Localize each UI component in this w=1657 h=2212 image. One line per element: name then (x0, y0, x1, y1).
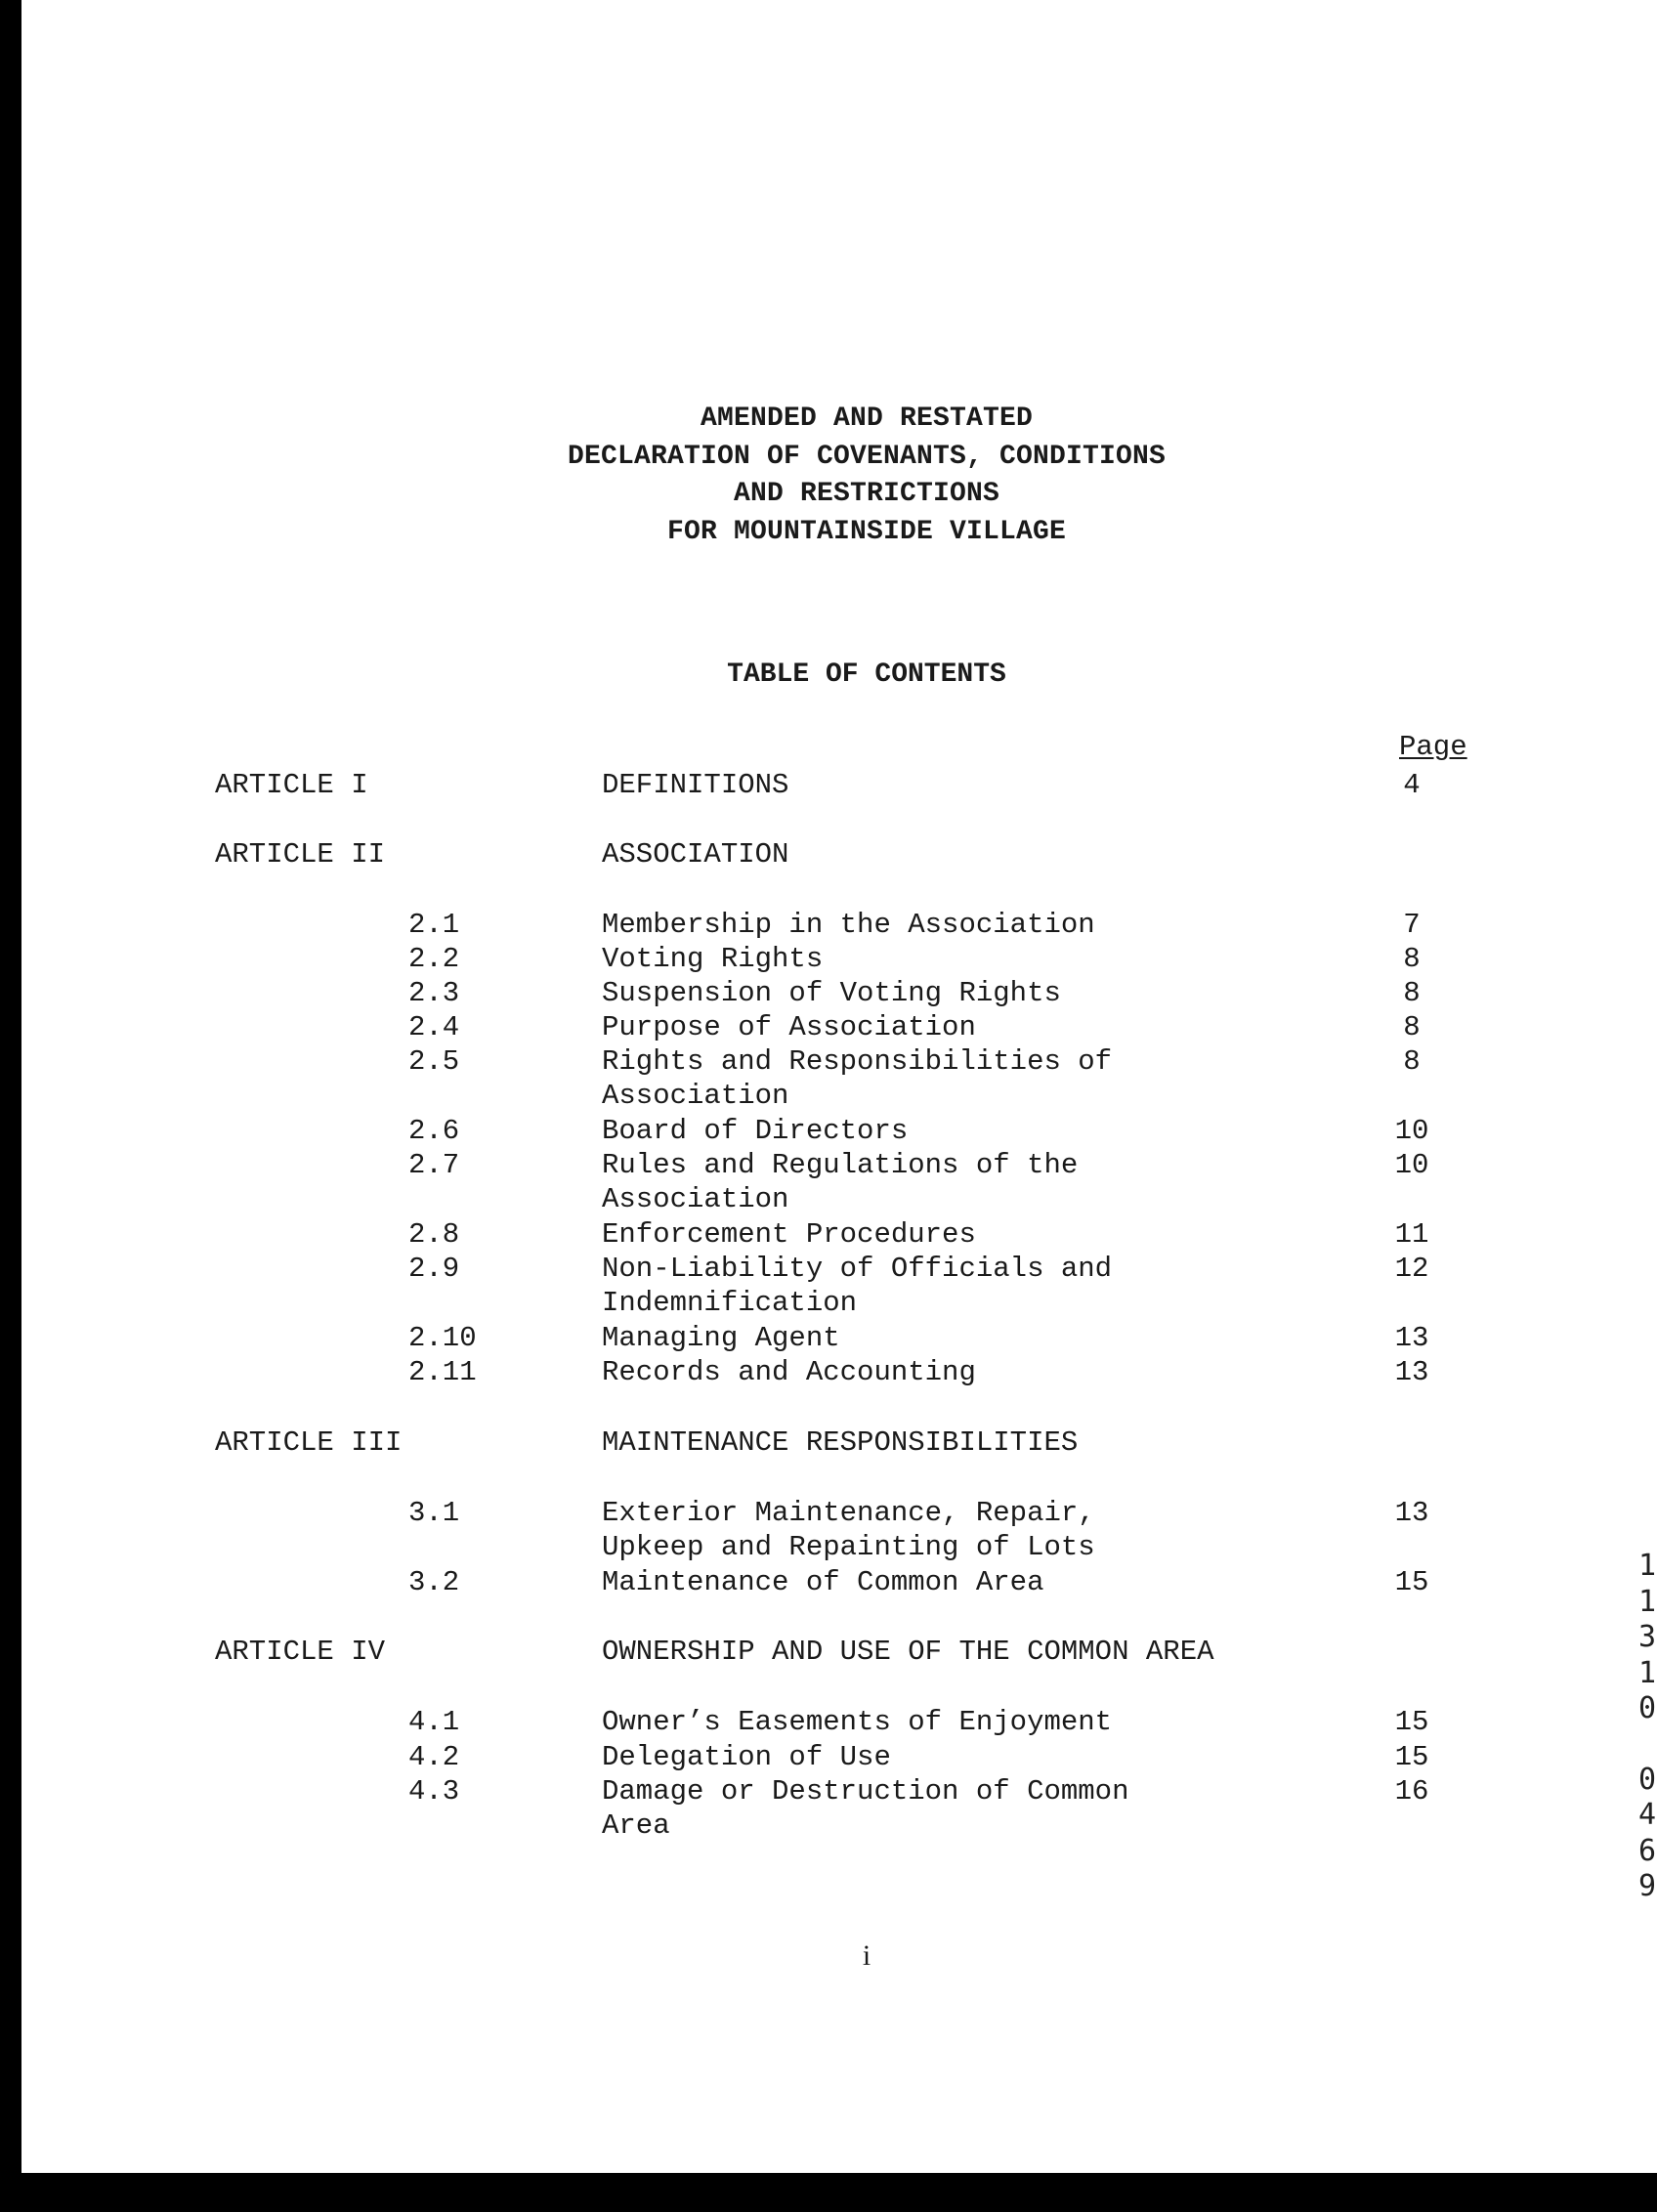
toc-section-number: 3.1 (408, 1497, 460, 1529)
toc-page-number: 16 (1394, 1775, 1429, 1808)
toc-article-row (21, 1635, 1657, 1670)
toc-entry-title: Non-Liability of Officials and (602, 1253, 1113, 1285)
title-line: DECLARATION OF COVENANTS, CONDITIONS (567, 441, 1167, 472)
toc-article-row (21, 1425, 1657, 1461)
toc-entry-title: Upkeep and Repainting of Lots (602, 1531, 1095, 1563)
toc-row (21, 1286, 1657, 1321)
toc-page-number: 7 (1403, 909, 1421, 941)
toc-section-number: 2.2 (408, 943, 460, 975)
toc-section-number: 4.2 (408, 1741, 460, 1773)
toc-page-number: 15 (1394, 1566, 1429, 1598)
toc-entry-title: Purpose of Association (602, 1011, 976, 1043)
toc-row (21, 1010, 1657, 1045)
toc-entry-title: ASSOCIATION (602, 838, 789, 871)
toc-row (21, 1705, 1657, 1740)
toc-entry-title: Records and Accounting (602, 1356, 976, 1388)
toc-row (21, 1496, 1657, 1531)
toc-page-number: 4 (1403, 769, 1421, 801)
toc-page-number: 15 (1394, 1741, 1429, 1773)
toc-entry-title: Area (602, 1809, 670, 1842)
toc-page-number: 13 (1394, 1322, 1429, 1354)
page-column-label: Page (1399, 731, 1467, 763)
toc-section-number: 4.3 (408, 1775, 460, 1808)
stamp-digit: 0 (1637, 1691, 1657, 1725)
toc-page-number: 15 (1394, 1706, 1429, 1738)
toc-row (21, 1044, 1657, 1080)
toc-page-number: 8 (1403, 977, 1421, 1009)
stamp-digit: 1 (1637, 1655, 1657, 1690)
toc-entry-title: Rules and Regulations of the (602, 1149, 1079, 1181)
toc-article-label: ARTICLE I (215, 769, 368, 801)
toc-row (21, 1114, 1657, 1149)
toc-page-number: 8 (1403, 943, 1421, 975)
toc-page-number: 10 (1394, 1115, 1429, 1147)
toc-entry-title: Board of Directors (602, 1115, 909, 1147)
toc-article-label: ARTICLE II (215, 838, 386, 871)
table-of-contents (21, 0, 1657, 2173)
side-stamp-number (1634, 1549, 1657, 1905)
toc-entry-title: Voting Rights (602, 943, 824, 975)
toc-entry-title: Delegation of Use (602, 1741, 891, 1773)
toc-page-number: 10 (1394, 1149, 1429, 1181)
toc-entry-title: Rights and Responsibilities of (602, 1045, 1113, 1078)
toc-heading: TABLE OF CONTENTS (727, 659, 1006, 690)
stamp-digit: 1 (1637, 1549, 1657, 1583)
toc-section-number: 3.2 (408, 1566, 460, 1598)
stamp-digit: 1 (1637, 1584, 1657, 1619)
toc-entry-title: Association (602, 1183, 789, 1215)
toc-entry-title: MAINTENANCE RESPONSIBILITIES (602, 1426, 1079, 1459)
toc-section-number: 2.3 (408, 977, 460, 1009)
toc-row (21, 1740, 1657, 1775)
toc-entry-title: DEFINITIONS (602, 769, 789, 801)
toc-section-number: 2.5 (408, 1045, 460, 1078)
document-page (21, 0, 1657, 2173)
toc-row (21, 908, 1657, 943)
toc-row (21, 1252, 1657, 1287)
toc-row (21, 1079, 1657, 1114)
toc-section-number: 2.7 (408, 1149, 460, 1181)
toc-row (21, 1217, 1657, 1253)
toc-section-number: 2.1 (408, 909, 460, 941)
toc-entry-title: Suspension of Voting Rights (602, 977, 1061, 1009)
toc-row (21, 942, 1657, 977)
page-number: i (862, 1939, 871, 1972)
toc-page-number: 13 (1394, 1356, 1429, 1388)
toc-article-row (21, 837, 1657, 872)
toc-row (21, 1565, 1657, 1600)
stamp-digit: 6 (1637, 1833, 1657, 1868)
toc-row (21, 1774, 1657, 1809)
toc-entry-title: Exterior Maintenance, Repair, (602, 1497, 1095, 1529)
toc-entry-title: Membership in the Association (602, 909, 1095, 941)
toc-entry-title: Owner’s Easements of Enjoyment (602, 1706, 1113, 1738)
stamp-digit: 0 (1637, 1762, 1657, 1797)
toc-entry-title: OWNERSHIP AND USE OF THE COMMON AREA (602, 1636, 1214, 1668)
toc-entry-title: Enforcement Procedures (602, 1218, 976, 1251)
toc-entry-title: Managing Agent (602, 1322, 840, 1354)
toc-entry-title: Damage or Destruction of Common (602, 1775, 1129, 1808)
toc-page-number: 12 (1394, 1253, 1429, 1285)
stamp-digit (1634, 1727, 1657, 1763)
toc-article-row (21, 768, 1657, 803)
toc-entry-title: Indemnification (602, 1287, 858, 1319)
toc-section-number: 2.9 (408, 1253, 460, 1285)
toc-page-number: 8 (1403, 1011, 1421, 1043)
toc-section-number: 2.10 (408, 1322, 477, 1354)
toc-row (21, 1148, 1657, 1183)
toc-row (21, 1355, 1657, 1390)
title-line: FOR MOUNTAINSIDE VILLAGE (666, 516, 1067, 547)
toc-section-number: 2.6 (408, 1115, 460, 1147)
toc-page-number: 8 (1403, 1045, 1421, 1078)
toc-row (21, 1808, 1657, 1844)
toc-section-number: 4.1 (408, 1706, 460, 1738)
toc-page-number: 11 (1394, 1218, 1429, 1251)
toc-article-label: ARTICLE IV (215, 1636, 386, 1668)
title-line: AND RESTRICTIONS (733, 479, 1000, 509)
toc-section-number: 2.4 (408, 1011, 460, 1043)
toc-section-number: 2.11 (408, 1356, 477, 1388)
toc-section-number: 2.8 (408, 1218, 460, 1251)
toc-row (21, 1182, 1657, 1217)
stamp-digit: 4 (1637, 1798, 1657, 1832)
toc-entry-title: Maintenance of Common Area (602, 1566, 1044, 1598)
toc-page-number: 13 (1394, 1497, 1429, 1529)
toc-entry-title: Association (602, 1080, 789, 1112)
stamp-digit: 3 (1637, 1620, 1657, 1654)
toc-row (21, 1321, 1657, 1356)
title-line: AMENDED AND RESTATED (700, 404, 1034, 434)
stamp-digit: 9 (1637, 1869, 1657, 1903)
toc-article-label: ARTICLE III (215, 1426, 403, 1459)
toc-row (21, 1530, 1657, 1565)
toc-row (21, 976, 1657, 1011)
